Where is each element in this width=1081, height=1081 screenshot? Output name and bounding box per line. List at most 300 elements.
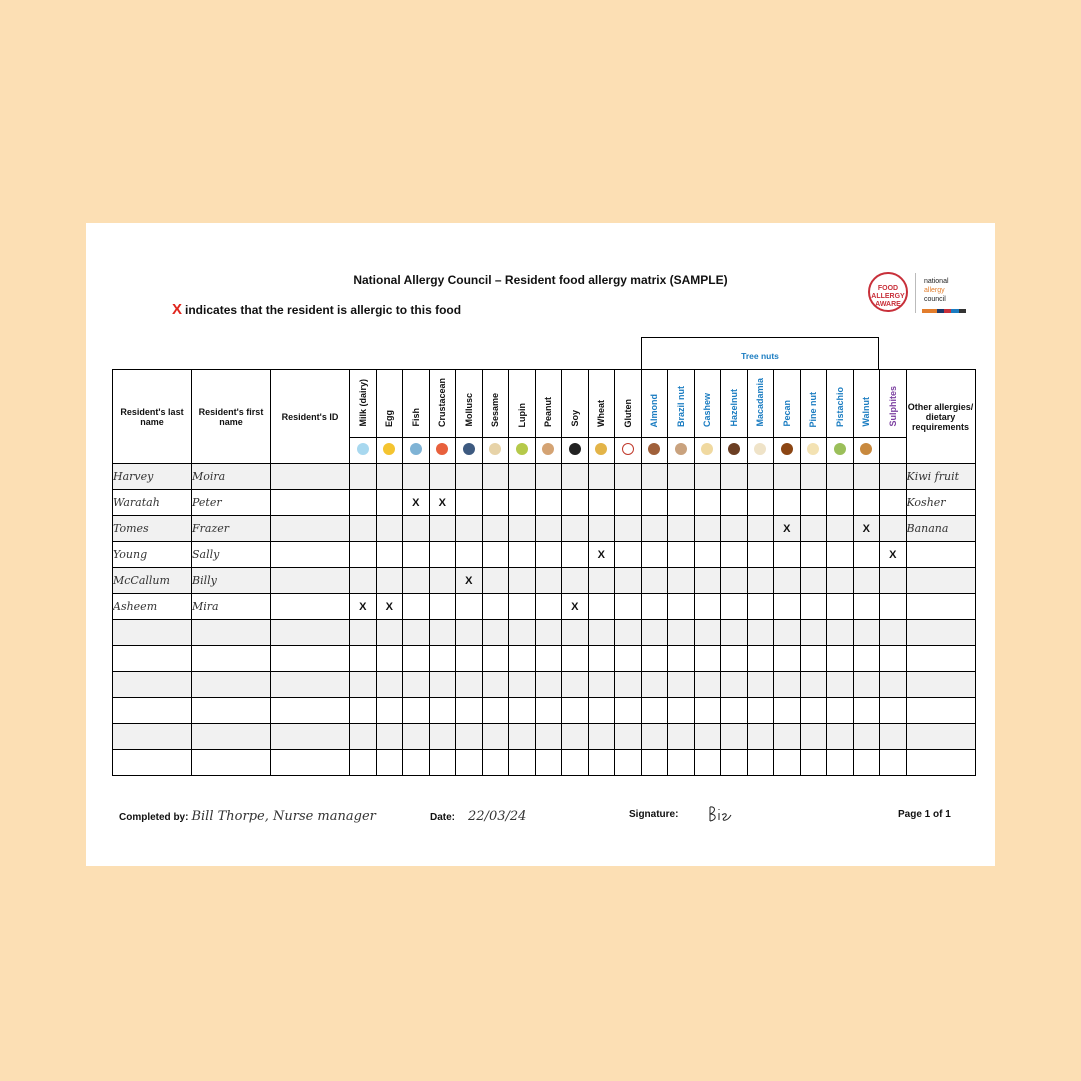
allergy-cell[interactable] bbox=[853, 620, 880, 646]
allergy-cell[interactable] bbox=[880, 490, 907, 516]
other-requirements-cell[interactable] bbox=[906, 646, 975, 672]
allergy-cell[interactable] bbox=[853, 568, 880, 594]
allergy-cell[interactable] bbox=[827, 542, 854, 568]
allergy-cell[interactable] bbox=[853, 594, 880, 620]
allergy-cell[interactable] bbox=[588, 464, 615, 490]
allergy-cell[interactable] bbox=[535, 490, 562, 516]
allergy-cell[interactable] bbox=[827, 646, 854, 672]
resident-id-cell[interactable] bbox=[271, 490, 350, 516]
allergy-cell[interactable] bbox=[615, 672, 642, 698]
allergy-cell[interactable] bbox=[721, 750, 748, 776]
first-name-cell[interactable]: Frazer bbox=[192, 516, 271, 542]
allergy-cell[interactable] bbox=[535, 594, 562, 620]
allergy-cell[interactable] bbox=[668, 516, 695, 542]
last-name-cell[interactable]: McCallum bbox=[113, 568, 192, 594]
allergy-cell[interactable] bbox=[482, 490, 509, 516]
allergy-cell[interactable] bbox=[721, 542, 748, 568]
allergy-cell[interactable] bbox=[615, 620, 642, 646]
allergy-mark-cell[interactable]: X bbox=[350, 594, 377, 620]
allergy-cell[interactable] bbox=[456, 542, 483, 568]
allergy-mark-cell[interactable]: X bbox=[429, 490, 456, 516]
allergy-cell[interactable] bbox=[721, 490, 748, 516]
allergy-cell[interactable] bbox=[588, 646, 615, 672]
allergy-cell[interactable] bbox=[615, 594, 642, 620]
allergy-cell[interactable] bbox=[535, 750, 562, 776]
allergy-cell[interactable] bbox=[694, 516, 721, 542]
allergy-cell[interactable] bbox=[668, 646, 695, 672]
allergy-cell[interactable] bbox=[668, 724, 695, 750]
allergy-cell[interactable] bbox=[668, 568, 695, 594]
allergy-cell[interactable] bbox=[562, 672, 589, 698]
allergy-cell[interactable] bbox=[800, 724, 827, 750]
allergy-cell[interactable] bbox=[721, 672, 748, 698]
allergy-cell[interactable] bbox=[880, 464, 907, 490]
allergy-cell[interactable] bbox=[694, 672, 721, 698]
allergy-cell[interactable] bbox=[694, 750, 721, 776]
allergy-cell[interactable] bbox=[429, 724, 456, 750]
allergy-cell[interactable] bbox=[747, 464, 774, 490]
allergy-cell[interactable] bbox=[880, 516, 907, 542]
allergy-cell[interactable] bbox=[721, 594, 748, 620]
allergy-cell[interactable] bbox=[694, 542, 721, 568]
allergy-cell[interactable] bbox=[588, 672, 615, 698]
allergy-cell[interactable] bbox=[376, 568, 403, 594]
allergy-cell[interactable] bbox=[668, 490, 695, 516]
allergy-cell[interactable] bbox=[880, 568, 907, 594]
allergy-cell[interactable] bbox=[853, 464, 880, 490]
allergy-cell[interactable] bbox=[588, 620, 615, 646]
allergy-cell[interactable] bbox=[615, 750, 642, 776]
last-name-cell[interactable] bbox=[113, 620, 192, 646]
allergy-cell[interactable] bbox=[641, 750, 668, 776]
allergy-cell[interactable] bbox=[641, 594, 668, 620]
allergy-cell[interactable] bbox=[562, 620, 589, 646]
resident-id-cell[interactable] bbox=[271, 750, 350, 776]
resident-id-cell[interactable] bbox=[271, 464, 350, 490]
last-name-cell[interactable]: Asheem bbox=[113, 594, 192, 620]
allergy-cell[interactable] bbox=[615, 516, 642, 542]
allergy-mark-cell[interactable]: X bbox=[588, 542, 615, 568]
allergy-mark-cell[interactable]: X bbox=[774, 516, 801, 542]
allergy-cell[interactable] bbox=[827, 724, 854, 750]
first-name-cell[interactable]: Peter bbox=[192, 490, 271, 516]
allergy-cell[interactable] bbox=[827, 672, 854, 698]
allergy-cell[interactable] bbox=[774, 490, 801, 516]
resident-id-cell[interactable] bbox=[271, 568, 350, 594]
first-name-cell[interactable]: Sally bbox=[192, 542, 271, 568]
resident-id-cell[interactable] bbox=[271, 672, 350, 698]
allergy-cell[interactable] bbox=[694, 490, 721, 516]
allergy-cell[interactable] bbox=[509, 464, 536, 490]
allergy-cell[interactable] bbox=[668, 672, 695, 698]
allergy-cell[interactable] bbox=[774, 594, 801, 620]
allergy-cell[interactable] bbox=[456, 516, 483, 542]
allergy-cell[interactable] bbox=[747, 568, 774, 594]
first-name-cell[interactable]: Moira bbox=[192, 464, 271, 490]
allergy-cell[interactable] bbox=[641, 620, 668, 646]
allergy-cell[interactable] bbox=[721, 620, 748, 646]
allergy-cell[interactable] bbox=[482, 672, 509, 698]
allergy-cell[interactable] bbox=[456, 724, 483, 750]
allergy-cell[interactable] bbox=[509, 698, 536, 724]
allergy-cell[interactable] bbox=[641, 646, 668, 672]
allergy-cell[interactable] bbox=[376, 724, 403, 750]
allergy-cell[interactable] bbox=[403, 594, 430, 620]
first-name-cell[interactable]: Billy bbox=[192, 568, 271, 594]
allergy-cell[interactable] bbox=[482, 724, 509, 750]
other-requirements-cell[interactable] bbox=[906, 542, 975, 568]
allergy-cell[interactable] bbox=[774, 464, 801, 490]
allergy-cell[interactable] bbox=[429, 568, 456, 594]
allergy-cell[interactable] bbox=[615, 542, 642, 568]
allergy-cell[interactable] bbox=[880, 620, 907, 646]
allergy-cell[interactable] bbox=[482, 620, 509, 646]
resident-id-cell[interactable] bbox=[271, 724, 350, 750]
allergy-cell[interactable] bbox=[641, 698, 668, 724]
allergy-cell[interactable] bbox=[482, 646, 509, 672]
resident-id-cell[interactable] bbox=[271, 646, 350, 672]
allergy-mark-cell[interactable]: X bbox=[403, 490, 430, 516]
first-name-cell[interactable] bbox=[192, 750, 271, 776]
allergy-cell[interactable] bbox=[827, 620, 854, 646]
first-name-cell[interactable] bbox=[192, 620, 271, 646]
allergy-cell[interactable] bbox=[827, 750, 854, 776]
allergy-cell[interactable] bbox=[721, 568, 748, 594]
allergy-cell[interactable] bbox=[747, 516, 774, 542]
allergy-cell[interactable] bbox=[376, 620, 403, 646]
allergy-cell[interactable] bbox=[509, 724, 536, 750]
allergy-cell[interactable] bbox=[827, 698, 854, 724]
allergy-cell[interactable] bbox=[403, 672, 430, 698]
allergy-cell[interactable] bbox=[350, 542, 377, 568]
allergy-cell[interactable] bbox=[747, 698, 774, 724]
allergy-cell[interactable] bbox=[562, 464, 589, 490]
allergy-cell[interactable] bbox=[403, 516, 430, 542]
allergy-cell[interactable] bbox=[403, 750, 430, 776]
allergy-cell[interactable] bbox=[509, 516, 536, 542]
allergy-cell[interactable] bbox=[747, 724, 774, 750]
allergy-cell[interactable] bbox=[482, 464, 509, 490]
allergy-cell[interactable] bbox=[800, 568, 827, 594]
allergy-cell[interactable] bbox=[747, 672, 774, 698]
allergy-cell[interactable] bbox=[721, 646, 748, 672]
allergy-cell[interactable] bbox=[800, 594, 827, 620]
allergy-cell[interactable] bbox=[588, 724, 615, 750]
allergy-cell[interactable] bbox=[509, 490, 536, 516]
allergy-cell[interactable] bbox=[350, 620, 377, 646]
other-requirements-cell[interactable]: Kiwi fruit bbox=[906, 464, 975, 490]
allergy-cell[interactable] bbox=[774, 568, 801, 594]
allergy-cell[interactable] bbox=[509, 594, 536, 620]
first-name-cell[interactable] bbox=[192, 698, 271, 724]
other-requirements-cell[interactable]: Banana bbox=[906, 516, 975, 542]
last-name-cell[interactable]: Harvey bbox=[113, 464, 192, 490]
allergy-cell[interactable] bbox=[456, 672, 483, 698]
allergy-cell[interactable] bbox=[376, 490, 403, 516]
allergy-cell[interactable] bbox=[641, 672, 668, 698]
allergy-cell[interactable] bbox=[456, 490, 483, 516]
allergy-cell[interactable] bbox=[350, 568, 377, 594]
allergy-cell[interactable] bbox=[827, 568, 854, 594]
allergy-cell[interactable] bbox=[827, 490, 854, 516]
allergy-mark-cell[interactable]: X bbox=[562, 594, 589, 620]
other-requirements-cell[interactable] bbox=[906, 750, 975, 776]
allergy-cell[interactable] bbox=[694, 594, 721, 620]
last-name-cell[interactable] bbox=[113, 724, 192, 750]
allergy-cell[interactable] bbox=[800, 672, 827, 698]
allergy-cell[interactable] bbox=[853, 646, 880, 672]
allergy-cell[interactable] bbox=[509, 672, 536, 698]
allergy-cell[interactable] bbox=[350, 646, 377, 672]
allergy-cell[interactable] bbox=[482, 542, 509, 568]
allergy-cell[interactable] bbox=[562, 750, 589, 776]
allergy-cell[interactable] bbox=[562, 698, 589, 724]
allergy-cell[interactable] bbox=[747, 490, 774, 516]
allergy-cell[interactable] bbox=[376, 672, 403, 698]
other-requirements-cell[interactable] bbox=[906, 568, 975, 594]
allergy-cell[interactable] bbox=[774, 672, 801, 698]
allergy-cell[interactable] bbox=[774, 724, 801, 750]
allergy-cell[interactable] bbox=[562, 646, 589, 672]
allergy-cell[interactable] bbox=[588, 516, 615, 542]
allergy-cell[interactable] bbox=[774, 750, 801, 776]
other-requirements-cell[interactable]: Kosher bbox=[906, 490, 975, 516]
allergy-cell[interactable] bbox=[615, 490, 642, 516]
allergy-cell[interactable] bbox=[509, 646, 536, 672]
allergy-cell[interactable] bbox=[694, 698, 721, 724]
allergy-cell[interactable] bbox=[721, 464, 748, 490]
allergy-cell[interactable] bbox=[641, 568, 668, 594]
allergy-mark-cell[interactable]: X bbox=[376, 594, 403, 620]
allergy-cell[interactable] bbox=[774, 698, 801, 724]
allergy-cell[interactable] bbox=[668, 464, 695, 490]
resident-id-cell[interactable] bbox=[271, 542, 350, 568]
allergy-cell[interactable] bbox=[376, 464, 403, 490]
allergy-cell[interactable] bbox=[509, 750, 536, 776]
allergy-cell[interactable] bbox=[721, 516, 748, 542]
allergy-cell[interactable] bbox=[641, 464, 668, 490]
allergy-cell[interactable] bbox=[403, 620, 430, 646]
allergy-cell[interactable] bbox=[562, 568, 589, 594]
allergy-cell[interactable] bbox=[774, 646, 801, 672]
resident-id-cell[interactable] bbox=[271, 620, 350, 646]
allergy-cell[interactable] bbox=[800, 698, 827, 724]
allergy-cell[interactable] bbox=[880, 750, 907, 776]
allergy-cell[interactable] bbox=[588, 594, 615, 620]
resident-id-cell[interactable] bbox=[271, 698, 350, 724]
allergy-mark-cell[interactable]: X bbox=[853, 516, 880, 542]
allergy-cell[interactable] bbox=[747, 620, 774, 646]
allergy-cell[interactable] bbox=[641, 542, 668, 568]
allergy-cell[interactable] bbox=[429, 464, 456, 490]
allergy-cell[interactable] bbox=[509, 542, 536, 568]
allergy-cell[interactable] bbox=[880, 724, 907, 750]
allergy-cell[interactable] bbox=[668, 750, 695, 776]
allergy-cell[interactable] bbox=[694, 646, 721, 672]
allergy-cell[interactable] bbox=[827, 516, 854, 542]
allergy-cell[interactable] bbox=[853, 542, 880, 568]
allergy-cell[interactable] bbox=[800, 490, 827, 516]
allergy-cell[interactable] bbox=[721, 724, 748, 750]
allergy-cell[interactable] bbox=[429, 672, 456, 698]
allergy-mark-cell[interactable]: X bbox=[456, 568, 483, 594]
allergy-cell[interactable] bbox=[350, 672, 377, 698]
allergy-cell[interactable] bbox=[535, 620, 562, 646]
allergy-cell[interactable] bbox=[694, 464, 721, 490]
resident-id-cell[interactable] bbox=[271, 516, 350, 542]
allergy-cell[interactable] bbox=[403, 464, 430, 490]
allergy-cell[interactable] bbox=[429, 516, 456, 542]
allergy-cell[interactable] bbox=[880, 698, 907, 724]
other-requirements-cell[interactable] bbox=[906, 594, 975, 620]
allergy-cell[interactable] bbox=[376, 516, 403, 542]
allergy-cell[interactable] bbox=[403, 542, 430, 568]
last-name-cell[interactable]: Young bbox=[113, 542, 192, 568]
allergy-cell[interactable] bbox=[456, 646, 483, 672]
allergy-cell[interactable] bbox=[403, 646, 430, 672]
allergy-cell[interactable] bbox=[429, 698, 456, 724]
allergy-cell[interactable] bbox=[800, 750, 827, 776]
allergy-cell[interactable] bbox=[535, 698, 562, 724]
allergy-cell[interactable] bbox=[403, 724, 430, 750]
allergy-cell[interactable] bbox=[403, 698, 430, 724]
allergy-cell[interactable] bbox=[853, 724, 880, 750]
allergy-cell[interactable] bbox=[535, 646, 562, 672]
allergy-cell[interactable] bbox=[535, 516, 562, 542]
other-requirements-cell[interactable] bbox=[906, 724, 975, 750]
allergy-cell[interactable] bbox=[800, 620, 827, 646]
allergy-cell[interactable] bbox=[747, 750, 774, 776]
allergy-cell[interactable] bbox=[668, 542, 695, 568]
allergy-cell[interactable] bbox=[774, 620, 801, 646]
allergy-cell[interactable] bbox=[482, 568, 509, 594]
allergy-cell[interactable] bbox=[615, 698, 642, 724]
allergy-cell[interactable] bbox=[429, 594, 456, 620]
allergy-cell[interactable] bbox=[668, 698, 695, 724]
allergy-cell[interactable] bbox=[615, 464, 642, 490]
resident-id-cell[interactable] bbox=[271, 594, 350, 620]
allergy-cell[interactable] bbox=[588, 568, 615, 594]
other-requirements-cell[interactable] bbox=[906, 698, 975, 724]
first-name-cell[interactable] bbox=[192, 724, 271, 750]
allergy-cell[interactable] bbox=[694, 724, 721, 750]
allergy-cell[interactable] bbox=[429, 750, 456, 776]
allergy-mark-cell[interactable]: X bbox=[880, 542, 907, 568]
allergy-cell[interactable] bbox=[641, 490, 668, 516]
allergy-cell[interactable] bbox=[482, 594, 509, 620]
allergy-cell[interactable] bbox=[615, 568, 642, 594]
allergy-cell[interactable] bbox=[800, 464, 827, 490]
allergy-cell[interactable] bbox=[747, 542, 774, 568]
allergy-cell[interactable] bbox=[429, 646, 456, 672]
allergy-cell[interactable] bbox=[615, 724, 642, 750]
allergy-cell[interactable] bbox=[668, 620, 695, 646]
allergy-cell[interactable] bbox=[641, 724, 668, 750]
allergy-cell[interactable] bbox=[827, 594, 854, 620]
allergy-cell[interactable] bbox=[588, 750, 615, 776]
allergy-cell[interactable] bbox=[853, 750, 880, 776]
allergy-cell[interactable] bbox=[747, 594, 774, 620]
allergy-cell[interactable] bbox=[350, 464, 377, 490]
allergy-cell[interactable] bbox=[456, 698, 483, 724]
allergy-cell[interactable] bbox=[615, 646, 642, 672]
allergy-cell[interactable] bbox=[880, 672, 907, 698]
allergy-cell[interactable] bbox=[562, 516, 589, 542]
allergy-cell[interactable] bbox=[482, 698, 509, 724]
allergy-cell[interactable] bbox=[562, 542, 589, 568]
allergy-cell[interactable] bbox=[535, 542, 562, 568]
other-requirements-cell[interactable] bbox=[906, 620, 975, 646]
allergy-cell[interactable] bbox=[668, 594, 695, 620]
allergy-cell[interactable] bbox=[747, 646, 774, 672]
last-name-cell[interactable] bbox=[113, 672, 192, 698]
first-name-cell[interactable]: Mira bbox=[192, 594, 271, 620]
other-requirements-cell[interactable] bbox=[906, 672, 975, 698]
allergy-cell[interactable] bbox=[376, 542, 403, 568]
allergy-cell[interactable] bbox=[376, 750, 403, 776]
allergy-cell[interactable] bbox=[694, 568, 721, 594]
allergy-cell[interactable] bbox=[456, 750, 483, 776]
allergy-cell[interactable] bbox=[456, 464, 483, 490]
allergy-cell[interactable] bbox=[376, 698, 403, 724]
allergy-cell[interactable] bbox=[350, 490, 377, 516]
allergy-cell[interactable] bbox=[535, 724, 562, 750]
allergy-cell[interactable] bbox=[853, 698, 880, 724]
allergy-cell[interactable] bbox=[509, 568, 536, 594]
allergy-cell[interactable] bbox=[535, 464, 562, 490]
allergy-cell[interactable] bbox=[350, 750, 377, 776]
allergy-cell[interactable] bbox=[429, 542, 456, 568]
allergy-cell[interactable] bbox=[350, 516, 377, 542]
allergy-cell[interactable] bbox=[588, 490, 615, 516]
first-name-cell[interactable] bbox=[192, 672, 271, 698]
allergy-cell[interactable] bbox=[827, 464, 854, 490]
allergy-cell[interactable] bbox=[482, 516, 509, 542]
allergy-cell[interactable] bbox=[800, 542, 827, 568]
allergy-cell[interactable] bbox=[853, 672, 880, 698]
allergy-cell[interactable] bbox=[774, 542, 801, 568]
allergy-cell[interactable] bbox=[456, 620, 483, 646]
allergy-cell[interactable] bbox=[880, 594, 907, 620]
first-name-cell[interactable] bbox=[192, 646, 271, 672]
allergy-cell[interactable] bbox=[562, 724, 589, 750]
last-name-cell[interactable] bbox=[113, 646, 192, 672]
last-name-cell[interactable]: Waratah bbox=[113, 490, 192, 516]
allergy-cell[interactable] bbox=[403, 568, 430, 594]
allergy-cell[interactable] bbox=[853, 490, 880, 516]
allergy-cell[interactable] bbox=[641, 516, 668, 542]
allergy-cell[interactable] bbox=[456, 594, 483, 620]
allergy-cell[interactable] bbox=[562, 490, 589, 516]
allergy-cell[interactable] bbox=[350, 724, 377, 750]
allergy-cell[interactable] bbox=[721, 698, 748, 724]
allergy-cell[interactable] bbox=[535, 672, 562, 698]
allergy-cell[interactable] bbox=[350, 698, 377, 724]
allergy-cell[interactable] bbox=[800, 646, 827, 672]
last-name-cell[interactable]: Tomes bbox=[113, 516, 192, 542]
allergy-cell[interactable] bbox=[800, 516, 827, 542]
allergy-cell[interactable] bbox=[376, 646, 403, 672]
allergy-cell[interactable] bbox=[509, 620, 536, 646]
allergy-cell[interactable] bbox=[588, 698, 615, 724]
last-name-cell[interactable] bbox=[113, 750, 192, 776]
last-name-cell[interactable] bbox=[113, 698, 192, 724]
allergy-cell[interactable] bbox=[694, 620, 721, 646]
allergy-cell[interactable] bbox=[880, 646, 907, 672]
allergy-cell[interactable] bbox=[429, 620, 456, 646]
allergy-cell[interactable] bbox=[482, 750, 509, 776]
allergy-cell[interactable] bbox=[535, 568, 562, 594]
